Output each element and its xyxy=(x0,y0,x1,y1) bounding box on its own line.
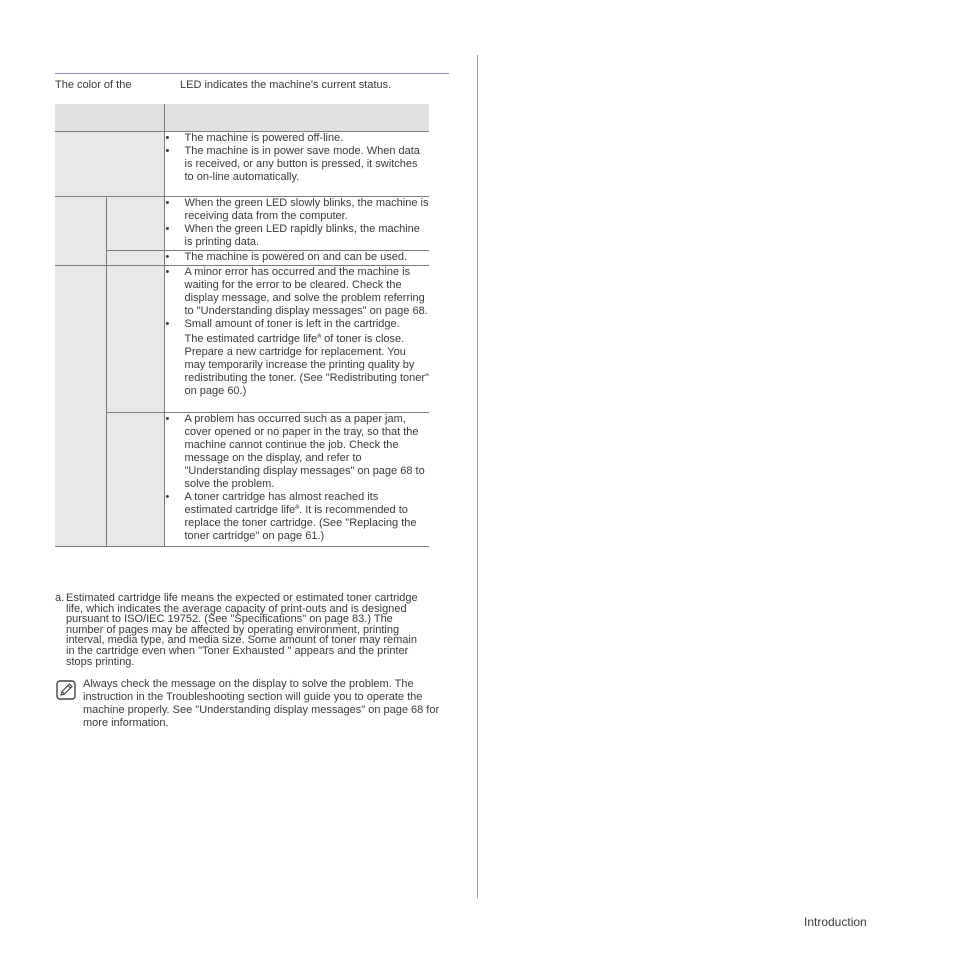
note-pencil-icon xyxy=(56,680,76,700)
description-off-list xyxy=(165,132,430,184)
description-red-blinking-list xyxy=(165,266,430,331)
list-item: • The machine is powered off-line. xyxy=(165,132,430,145)
footnote-text: Estimated cartridge life means the expected or estimated toner cartridge life, which indicates the average capacity of print-outs and is designed pursuant to ISO/IEC 19752. (See "Specifications" on page 83.) The number of pages may be affected by operating environment, printing interval, media type, and media size. Some amount of toner may remain in the cartridge even when "Toner Exhausted " appears and the printer stops printing. xyxy=(66,592,418,668)
toner-low-detail-start: The estimated cartridge life xyxy=(184,333,318,345)
list-item: • When the green LED rapidly blinks, the machine is printing data. xyxy=(165,223,430,249)
description-red-blinking-cell xyxy=(164,266,429,413)
list-item: • Small amount of toner is left in the cartridge. xyxy=(165,318,430,331)
list-item: • A problem has occurred such as a paper jam, cover opened or no paper in the tray, so that the machine cannot continue the job. Check the message on the display, and refer to "Understanding display messages" on page 68 to solve the problem. xyxy=(165,413,430,491)
header-status-cell xyxy=(55,104,164,132)
status-green-on-cell xyxy=(106,251,164,266)
list-item xyxy=(165,491,430,543)
intro-text-suffix: LED indicates the machine's current status. xyxy=(180,79,392,91)
led-status-table xyxy=(55,104,429,547)
list-item: • The machine is powered on and can be used. xyxy=(165,251,430,264)
footer-section-title: Introduction xyxy=(804,915,867,929)
toner-end-text-end: . It is recommended to replace the toner cartridge. (See "Replacing the toner cartridge" on page 61.) xyxy=(184,504,417,542)
description-green-on-list xyxy=(165,251,430,264)
table-row xyxy=(55,197,429,251)
status-red-blinking-cell xyxy=(106,266,164,413)
status-green-cell xyxy=(55,197,106,266)
intro-text-prefix: The color of the xyxy=(55,79,132,91)
status-red-cell xyxy=(55,266,106,547)
description-green-on-cell xyxy=(164,251,429,266)
toner-low-detail xyxy=(185,333,430,398)
column-divider xyxy=(477,55,478,898)
table-row xyxy=(55,132,429,197)
table-row xyxy=(55,266,429,413)
list-item: • A minor error has occurred and the machine is waiting for the error to be cleared. Check the display message, and solve the problem referring to "Understanding display messages" on page 68. xyxy=(165,266,430,318)
toner-end-text-start: A toner cartridge has almost reached its estimated cartridge life xyxy=(184,491,379,516)
note-text: Always check the message on the display to solve the problem. The instruction in the Troubleshooting section will guide you to operate the machine properly. See "Understanding display messages" on page 68 for more information. xyxy=(83,678,440,729)
table-header-row xyxy=(55,104,429,132)
description-green-blinking-list xyxy=(165,197,430,249)
table-row xyxy=(55,413,429,547)
description-red-on-cell xyxy=(164,413,429,547)
footnote-ref: a xyxy=(317,332,322,340)
list-item: • The machine is in power save mode. When data is received, or any button is pressed, it switches to on-line automatically. xyxy=(165,145,430,184)
table-row xyxy=(55,251,429,266)
footnote-mark: a. xyxy=(55,592,65,604)
footnote xyxy=(55,593,423,667)
list-item: • When the green LED slowly blinks, the machine is receiving data from the computer. xyxy=(165,197,430,223)
description-green-blinking-cell xyxy=(164,197,429,251)
description-off-cell xyxy=(164,132,429,197)
description-red-on-list xyxy=(165,413,430,543)
footnote-ref: a xyxy=(295,503,300,511)
section-top-rule xyxy=(55,73,449,74)
status-green-blinking-cell xyxy=(106,197,164,251)
header-description-cell xyxy=(164,104,429,132)
toner-low-detail-end: of toner is close. Prepare a new cartridge for replacement. You may temporarily increase the printing quality by redistributing the toner. (See "Redistributing toner" on page 60.) xyxy=(184,333,429,397)
status-red-on-cell xyxy=(106,413,164,547)
status-off-cell xyxy=(55,132,164,197)
